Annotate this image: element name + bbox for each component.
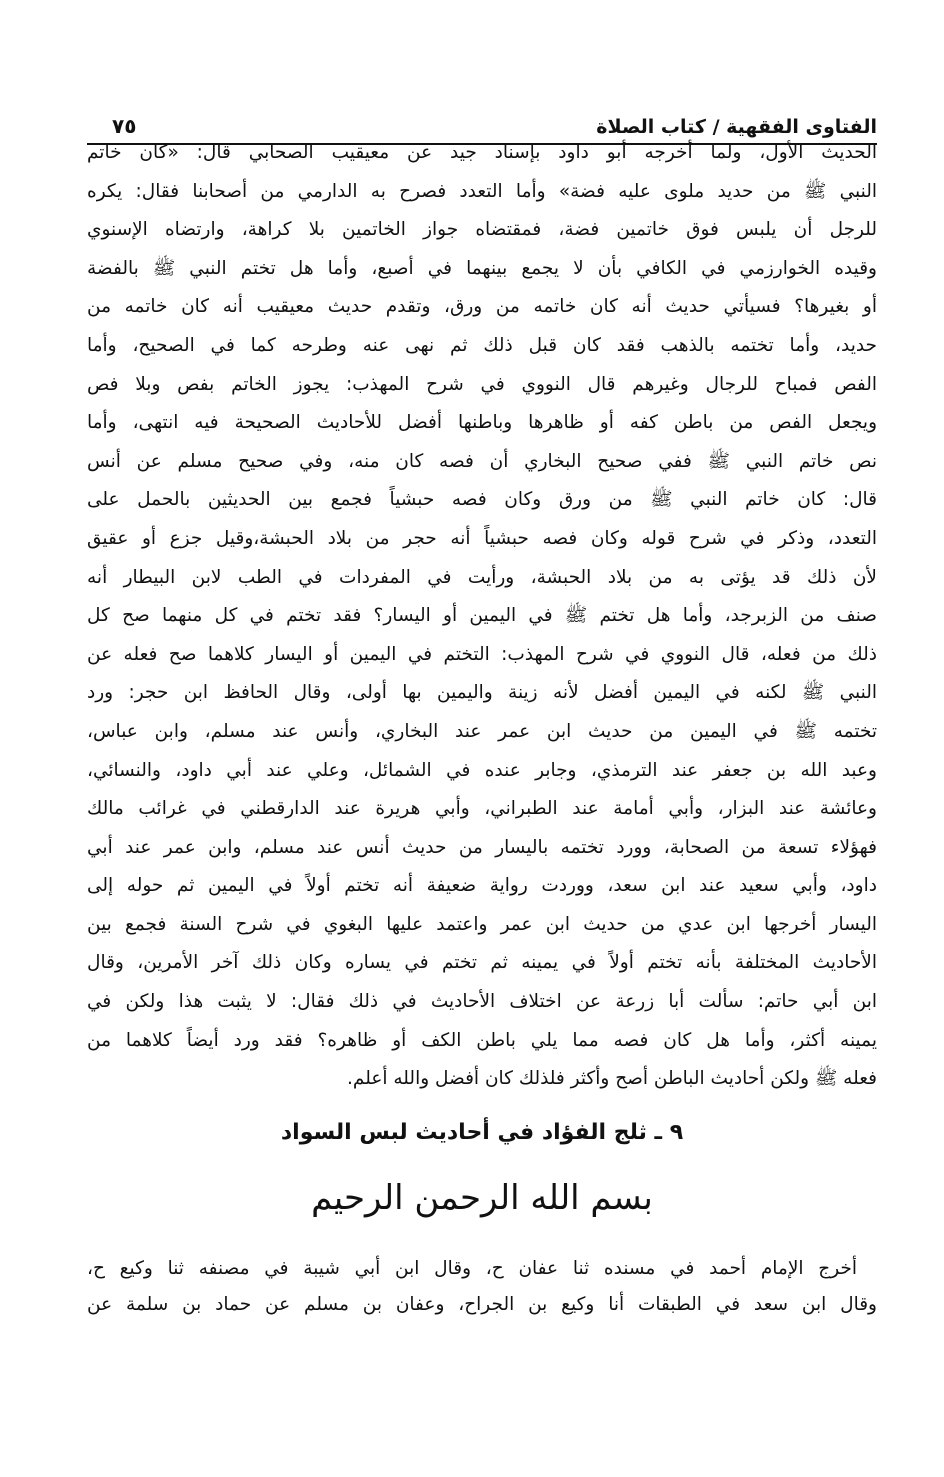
basmala: بسم الله الرحمن الرحيم bbox=[311, 1178, 653, 1218]
text-line: اليسار أخرجها ابن عدي من حديث ابن عمر واعتمد عليها البغوي في شرح السنة فجمع بين bbox=[87, 913, 877, 935]
text-line: صنف من الزبرجد، وأما هل تختم ﷺ في اليمين أو اليسار؟ فقد تختم في كل منهما صح كل bbox=[87, 605, 877, 627]
text-line: وقال ابن سعد في الطبقات أنا وكيع بن الجراح، وعفان بن مسلم عن حماد بن سلمة عن bbox=[87, 1294, 877, 1315]
text-line: النبي ﷺ من حديد ملوى عليه فضة» وأما التعدد فصرح به الدارمي من أصحابنا فقال: يكره bbox=[87, 180, 877, 202]
running-header-title: الفتاوى الفقهية / كتاب الصلاة bbox=[596, 116, 877, 138]
text-line: الأحاديث المختلفة بأنه تختم أولاً في يمينه ثم تختم في يساره وكان ذلك آخر الأمرين، وقال bbox=[87, 952, 877, 974]
section-heading: ٩ ـ ثلج الفؤاد في أحاديث لبس السواد bbox=[280, 1120, 684, 1145]
text-line: داود، وأبي سعيد عند ابن سعد، ووردت رواية ضعيفة أنه تختم أولاً في اليمين ثم حوله إلى bbox=[87, 875, 877, 897]
text-line: لأن ذلك قد يؤتى به من بلاد الحبشة، ورأيت في المفردات في الطب لابن البيطار أنه bbox=[87, 566, 877, 588]
text-line: يمينه أكثر، وأما هل كان فصه مما يلي باطن الكف أو ظاهره؟ فقد ورد أيضاً كلاهما من bbox=[87, 1029, 877, 1051]
text-line: وعائشة عند البزار، وأبي أمامة عند الطبراني، وأبي هريرة عند الدارقطني في غرائب مالك bbox=[87, 798, 877, 820]
text-line: ذلك من فعله، قال النووي في شرح المهذب: التختم في اليمين أو اليسار كلاهما صح فعله عن bbox=[87, 643, 877, 665]
text-line: أخرج الإمام أحمد في مسنده ثنا عفان ح، وقال ابن أبي شيبة في مصنفه ثنا وكيع ح، bbox=[87, 1258, 857, 1279]
text-line: ويجعل الفص من باطن كفه أو ظاهرها وباطنها أفضل للأحاديث الصحيحة فيه انتهى، وأما bbox=[87, 412, 877, 434]
paragraph-2 bbox=[87, 1252, 877, 1324]
paragraph-1 bbox=[87, 136, 877, 1101]
text-line: الحديث الأول، ولما أخرجه أبو داود بإسناد جيد عن معيقيب الصحابي قال: «كان خاتم bbox=[87, 142, 877, 163]
text-line: أو بغيرها؟ فسيأتي حديث أنه كان خاتمه من ورق، وتقدم حديث معيقيب أنه كان خاتمه من bbox=[87, 296, 877, 318]
text-line: فهؤلاء تسعة من الصحابة، وورد تختمه باليسار من حديث أنس عند مسلم، وابن عمر عند أبي bbox=[87, 836, 877, 858]
text-line: التعدد، وذكر في شرح قوله وكان فصه حبشياً أنه حجر من بلاد الحبشة،وقيل جزع أو عقيق bbox=[87, 527, 877, 549]
text-line: قال: كان خاتم النبي ﷺ من ورق وكان فصه حبشياً فجمع بين الحديثين بالحمل على bbox=[87, 489, 877, 511]
page-number: ٧٥ bbox=[112, 114, 137, 138]
text-line: للرجل أن يلبس فوق خاتمين فضة، فمقتضاه جواز الخاتمين بلا كراهة، وارتضاه الإسنوي bbox=[87, 219, 877, 241]
text-line: تختمه ﷺ في اليمين من حديث ابن عمر عند البخاري، وأنس عند مسلم، وابن عباس، bbox=[87, 720, 877, 742]
text-line: ابن أبي حاتم: سألت أبا زرعة عن اختلاف الأحاديث في ذلك فقال: لا يثبت هذا ولكن في bbox=[87, 991, 877, 1013]
text-line: حديد، وأما تختمه بالذهب فقد كان قبل ذلك ثم نهى عنه وطرحه كما في الصحيح، وأما bbox=[87, 334, 877, 356]
text-line: فعله ﷺ ولكن أحاديث الباطن أصح وأكثر فلذلك كان أفضل والله أعلم. bbox=[347, 1068, 877, 1090]
text-line: نص خاتم النبي ﷺ ففي صحيح البخاري أن فصه كان منه، وفي صحيح مسلم عن أنس bbox=[87, 450, 877, 472]
text-line: وقيده الخوارزمي في الكافي بأن لا يجمع بينهما في أصبع، وأما هل تختم النبي ﷺ بالفضة bbox=[87, 257, 877, 279]
text-line: الفص فمباح للرجال وغيرهم قال النووي في شرح المهذب: يجوز الخاتم بفص وبلا فص bbox=[87, 373, 877, 395]
text-line: وعبد الله بن جعفر عند الترمذي، وجابر عنده في الشمائل، وعلي عند أبي داود، والنسائي، bbox=[87, 759, 877, 781]
text-line: النبي ﷺ لكنه في اليمين أفضل لأنه زينة واليمين بها أولى، وقال الحافظ ابن حجر: ورد bbox=[87, 682, 877, 704]
